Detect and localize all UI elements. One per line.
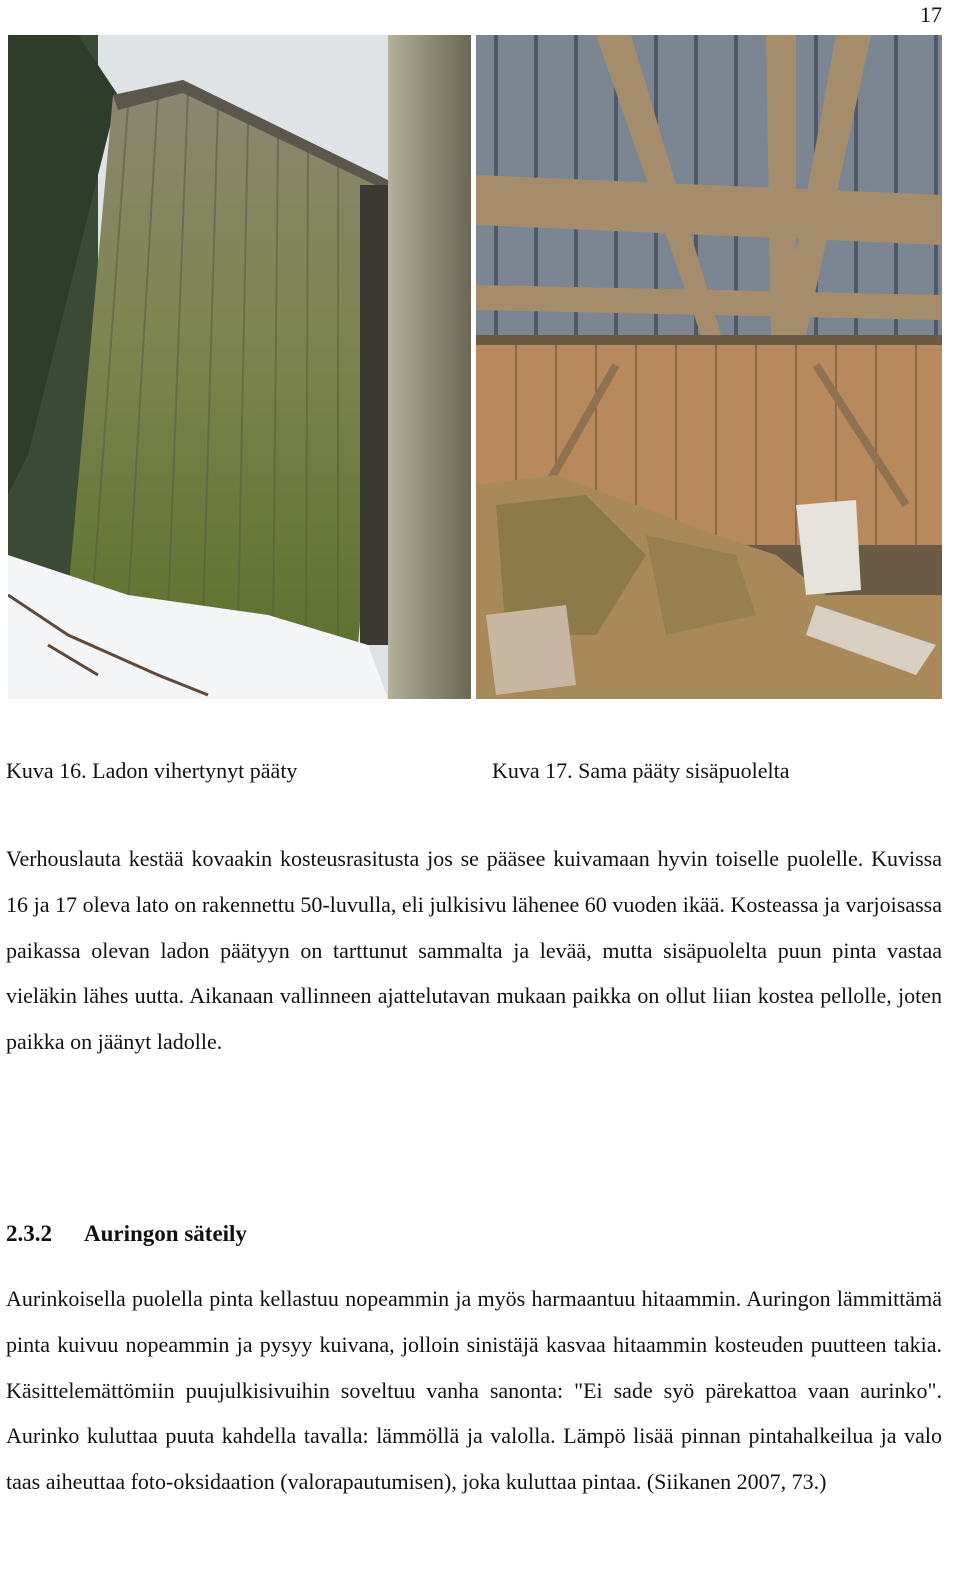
figure-17-caption: Kuva 17. Sama pääty sisäpuolelta <box>492 758 790 783</box>
section-number: 2.3.2 <box>6 1221 52 1246</box>
section-heading <box>6 1221 247 1247</box>
figure-16-caption: Kuva 16. Ladon vihertynyt pääty <box>6 758 298 783</box>
section-title: Auringon säteily <box>84 1221 247 1246</box>
body-paragraph-2: Aurinkoisella puolella pinta kellastuu nopeammin ja myös harmaantuu hitaammin. Auringon lämmittämä pinta kuivuu nopeammin ja pysyy kuivana, jolloin sinistäjä kasvaa hitaammin kosteuden puutteen takia. Käsittelemättömiin puujulkisivuihin soveltuu vanha sanonta: "Ei sade syö pärekattoa vaan aurinko". Aurinko kuluttaa puuta kahdella tavalla: lämmöllä ja valolla. Lämpö lisää pinnan pintahalkeilua ja valo taas aiheuttaa foto-oksidaation (valorapautumisen), joka kuluttaa pintaa. (Siikanen 2007, 73.) <box>6 1286 942 1495</box>
page-number: 17 <box>920 2 942 27</box>
body-paragraph-1: Verhouslauta kestää kovaakin kosteusrasitusta jos se pääsee kuivamaan hyvin toiselle puolelle. Kuvissa 16 ja 17 oleva lato on rakennettu 50-luvulla, eli julkisivu lähenee 60 vuoden ikää. Kosteassa ja varjoisassa paikassa olevan ladon päätyyn on tarttunut sammalta ja levää, mutta sisäpuolelta puun pinta vastaa vieläkin lähes uutta. Aikanaan vallinneen ajattelutavan mukaan paikka on ollut liian kostea pellolle, joten paikka on jäänyt ladolle. <box>6 846 942 1055</box>
barn-gable-exterior-photo <box>8 35 471 699</box>
barn-gable-interior-photo <box>476 35 942 699</box>
